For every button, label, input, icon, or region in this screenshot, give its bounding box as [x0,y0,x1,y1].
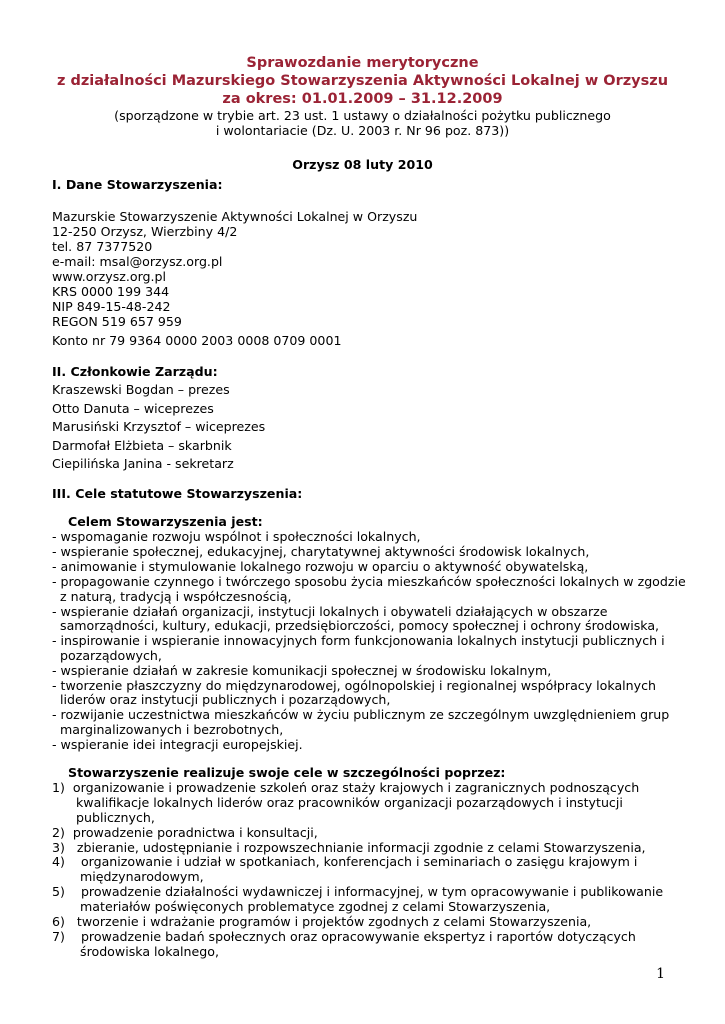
report-title-line-2: z działalności Mazurskiego Stowarzyszenia Aktywności Lokalnej w Orzyszu [56,73,669,89]
means-line: 3) zbieranie, udostępnianie i rozpowszechnianie informacji zgodnie z celami Stowarzyszenia, [52,840,646,855]
detail-line: KRS 0000 199 344 [52,284,170,299]
goal-line: - wspieranie działań w zakresie komunikacji społecznej w środowisku lokalnym, [52,663,552,678]
goal-line: - wspomaganie rozwoju wspólnot i społeczności lokalnych, [52,529,421,544]
member-line: Marusiński Krzysztof – wiceprezes [52,419,266,434]
detail-line: NIP 849-15-48-242 [52,299,171,314]
report-title-line-3: za okres: 01.01.2009 – 31.12.2009 [222,91,503,107]
goal-line: - rozwijanie uczestnictwa mieszkańców w życiu publicznym ze szczególnym uwzględnieniem grup [52,707,670,722]
goal-line: liderów oraz instytucji publicznych i pozarządowych, [52,692,391,707]
member-line: Otto Danuta – wiceprezes [52,401,214,416]
detail-line: e-mail: msal@orzysz.org.pl [52,254,223,269]
bank-account: Konto nr 79 9364 0000 2003 0008 0709 0001 [52,333,342,348]
report-date: Orzysz 08 luty 2010 [292,157,433,172]
goal-line: - tworzenie płaszczyzny do międzynarodowej, ogólnopolskiej i regionalnej współpracy lokalnych [52,678,657,693]
goal-line: - animowanie i stymulowanie lokalnego rozwoju w oparciu o aktywność obywatelską, [52,559,589,574]
means-heading: Stowarzyszenie realizuje swoje cele w szczególności poprzez: [68,765,506,780]
detail-line: tel. 87 7377520 [52,239,153,254]
means-line: publicznych, [52,810,155,825]
member-line: Kraszewski Bogdan – prezes [52,382,230,397]
goal-line: samorządności, kultury, edukacji, przedsiębiorczości, pomocy społecznej i ochrony środowiska, [52,618,660,633]
means-line: 6) tworzenie i wdrażanie programów i projektów zgodnych z celami Stowarzyszenia, [52,914,592,929]
goal-line: marginalizowanych i bezrobotnych, [52,722,284,737]
member-line: Darmofał Elżbieta – skarbnik [52,438,232,453]
section-2-heading: II. Członkowie Zarządu: [52,364,218,379]
detail-line: REGON 519 657 959 [52,314,182,329]
section-3-heading: III. Cele statutowe Stowarzyszenia: [52,486,303,501]
means-line: 2) prowadzenie poradnictwa i konsultacji, [52,825,318,840]
goals-heading: Celem Stowarzyszenia jest: [68,514,263,529]
means-line: materiałów poświęconych problematyce zgodnej z celami Stowarzyszenia, [52,899,551,914]
goal-line: - propagowanie czynnego i twórczego sposobu życia mieszkańców społeczności lokalnych w zgodzie [52,574,686,589]
goal-line: pozarządowych, [52,648,162,663]
means-line: kwalifikacje lokalnych liderów oraz pracowników organizacji pozarządowych i instytucji [52,795,623,810]
goal-line: - wspieranie działań organizacji, instytucji lokalnych i obywateli działających w obszarze [52,604,608,619]
goal-line: - wspieranie idei integracji europejskiej. [52,737,303,752]
detail-line: Mazurskie Stowarzyszenie Aktywności Lokalnej w Orzyszu [52,209,418,224]
means-line: 1) organizowanie i prowadzenie szkoleń oraz staży krajowych i zagranicznych podnoszących [52,780,640,795]
section-1-heading: I. Dane Stowarzyszenia: [52,177,223,192]
means-line: międzynarodowym, [52,869,204,884]
means-line: 5) prowadzenie działalności wydawniczej i informacyjnej, w tym opracowywanie i publikowanie [52,884,664,899]
legal-basis-line-1: (sporządzone w trybie art. 23 ust. 1 ustawy o działalności pożytku publicznego [114,108,611,123]
means-line: 7) prowadzenie badań społecznych oraz opracowywanie ekspertyz i raportów dotyczących [52,929,636,944]
page-number: 1 [656,966,665,982]
means-line: 4) organizowanie i udział w spotkaniach, konferencjach i seminariach o zasięgu krajowym i [52,854,638,869]
legal-basis-line-2: i wolontariacie (Dz. U. 2003 r. Nr 96 poz. 873)) [215,123,510,138]
goal-line: - inspirowanie i wspieranie innowacyjnych form funkcjonowania lokalnych instytucji publicznych i [52,633,665,648]
report-title-line-1: Sprawozdanie merytoryczne [246,55,479,71]
detail-line: 12-250 Orzysz, Wierzbiny 4/2 [52,224,238,239]
means-line: środowiska lokalnego, [52,944,219,959]
goal-line: z naturą, tradycją i współczesnością, [52,589,292,604]
detail-line: www.orzysz.org.pl [52,269,167,284]
member-line: Ciepilińska Janina - sekretarz [52,456,234,471]
goal-line: - wspieranie społecznej, edukacyjnej, charytatywnej aktywności środowisk lokalnych, [52,544,590,559]
